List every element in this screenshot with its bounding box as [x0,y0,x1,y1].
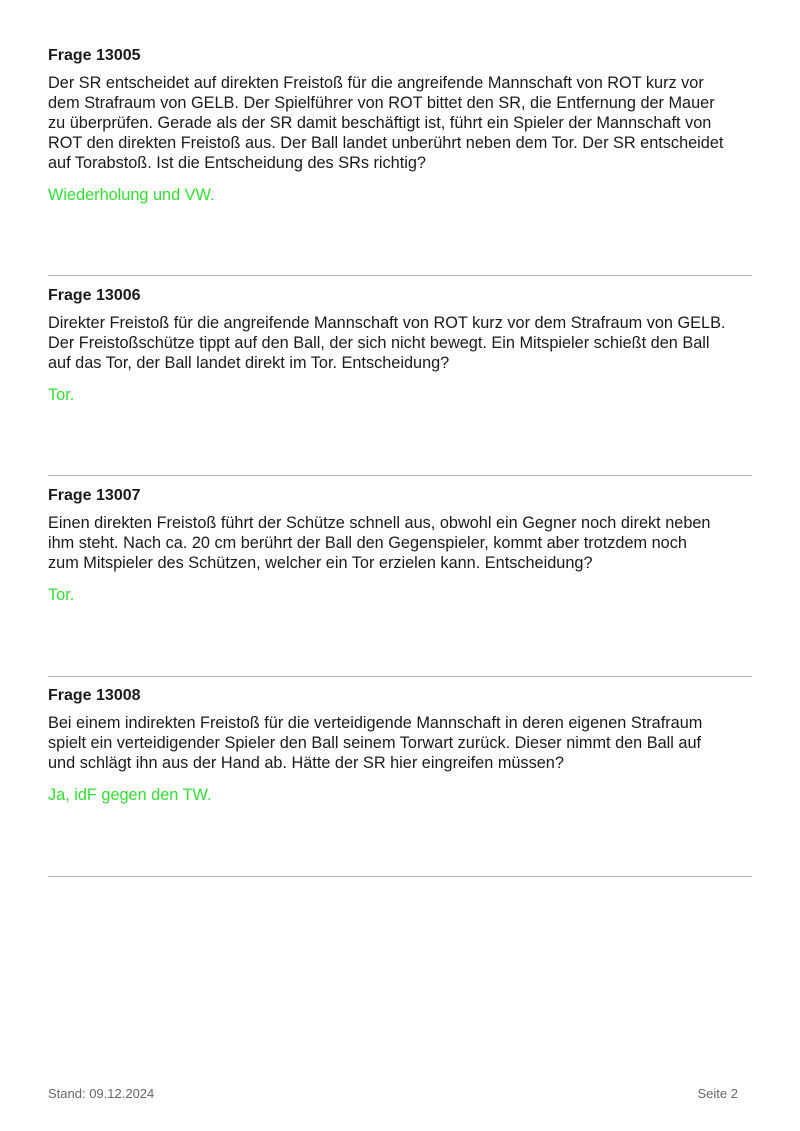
question-line: Bei einem indirekten Freistoß für die verteidigende Mannschaft in deren eigenen Strafraum [48,714,703,732]
question-line: und schlägt ihn aus der Hand ab. Hätte der SR hier eingreifen müssen? [48,754,564,772]
answer-text: Tor. [48,586,75,604]
question-13008 [48,686,752,886]
question-line: auf Torabstoß. Ist die Entscheidung des SRs richtig? [48,154,426,172]
question-line: ihm steht. Nach ca. 20 cm berührt der Ball den Gegenspieler, kommt aber trotzdem noch [48,534,687,552]
question-line: auf das Tor, der Ball landet direkt im Tor. Entscheidung? [48,354,450,372]
question-13007 [48,486,752,686]
answer-text: Wiederholung und VW. [48,186,215,204]
question-line: Einen direkten Freistoß führt der Schütze schnell aus, obwohl ein Gegner noch direkt neben [48,514,711,532]
question-line: Der Freistoßschütze tippt auf den Ball, der sich nicht bewegt. Ein Mitspieler schießt den Ball [48,334,710,352]
divider [48,475,752,476]
question-line: Der SR entscheidet auf direkten Freistoß für die angreifende Mannschaft von ROT kurz vor [48,74,704,92]
footer-date: Stand: 09.12.2024 [48,1086,155,1101]
divider [48,275,752,276]
question-line: Direkter Freistoß für die angreifende Mannschaft von ROT kurz vor dem Strafraum von GELB. [48,314,726,332]
question-line: ROT den direkten Freistoß aus. Der Ball landet unberührt neben dem Tor. Der SR entscheidet [48,134,724,152]
question-text [48,713,702,773]
question-13005 [48,46,752,246]
question-line: spielt ein verteidigender Spieler den Ball seinem Torwart zurück. Dieser nimmt den Ball auf [48,734,702,752]
question-title: Frage 13005 [48,47,141,64]
question-title: Frage 13008 [48,687,141,704]
question-title: Frage 13006 [48,287,141,304]
answer-text: Tor. [48,386,75,404]
question-line: zum Mitspieler des Schützen, welcher ein Tor erzielen kann. Entscheidung? [48,554,593,572]
question-title: Frage 13007 [48,487,141,504]
footer-page-number: Seite 2 [697,1086,738,1101]
question-line: zu überprüfen. Gerade als der SR damit beschäftigt ist, führt ein Spieler der Mannschaft von [48,114,712,132]
question-line: dem Strafraum von GELB. Der Spielführer von ROT bittet den SR, die Entfernung der Mauer [48,94,715,112]
question-13006 [48,286,752,486]
divider [48,876,752,877]
answer-text: Ja, idF gegen den TW. [48,786,212,804]
divider [48,676,752,677]
question-text [48,513,710,573]
question-text [48,313,725,373]
question-text [48,73,723,173]
